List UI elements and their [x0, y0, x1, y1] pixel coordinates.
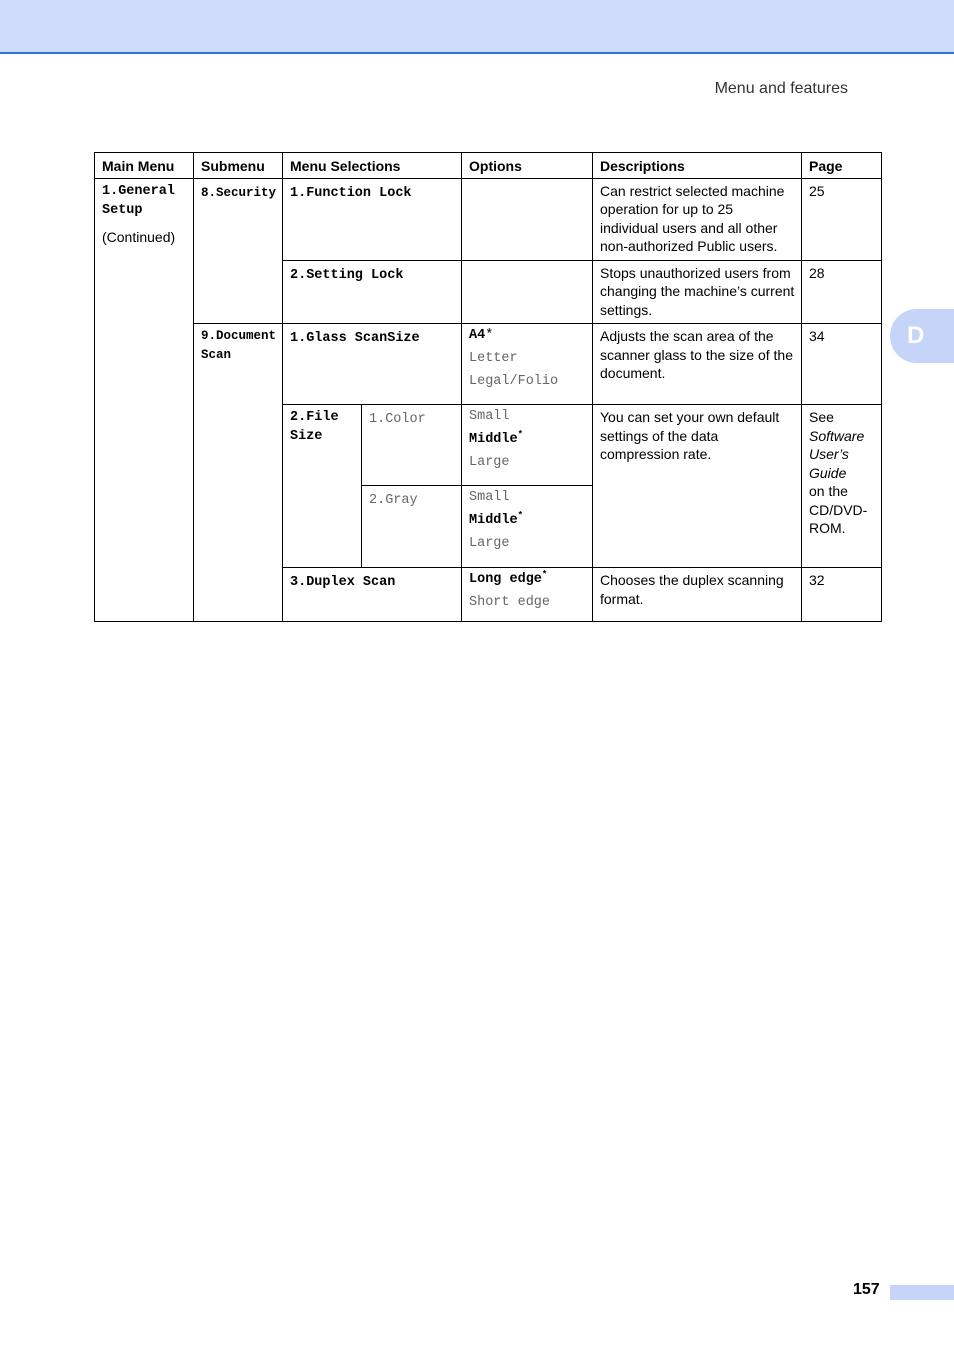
table-row [95, 324, 882, 405]
selection-duplex-scan: 3.Duplex Scan [290, 575, 396, 590]
option-gray-large: Large [469, 536, 510, 551]
main-menu-line2: Setup [102, 202, 143, 218]
col-options: Options [462, 153, 593, 179]
page-number: 157 [853, 1281, 880, 1298]
page-rom: ROM. [809, 520, 846, 536]
option-legal-folio: Legal/Folio [469, 374, 559, 389]
submenu-document-scan-line1: 9.Document [201, 329, 277, 343]
submenu-document-scan-cell [194, 324, 283, 622]
menu-table [94, 152, 882, 622]
option-a4: A4* [469, 328, 494, 343]
options-gray [462, 486, 593, 568]
col-page: Page [802, 153, 882, 179]
option-color-large: Large [469, 455, 510, 470]
chapter-tab[interactable]: D [890, 309, 954, 363]
file-size-color-cell [362, 405, 462, 486]
page-header-title: Menu and features [714, 80, 848, 97]
page-users: User’s [809, 446, 849, 462]
main-menu-line1: 1.General [102, 183, 175, 199]
option-color-middle: Middle* [469, 429, 524, 447]
description-duplex-scan: Chooses the duplex scanning format. [593, 568, 802, 622]
header-bar [0, 0, 954, 54]
option-short-edge: Short edge [469, 595, 551, 610]
description-file-size: You can set your own default settings of the data compression rate. [593, 405, 802, 568]
description-setting-lock: Stops unauthorized users from changing the machine’s current settings. [593, 260, 802, 324]
submenu-document-scan-line2: Scan [201, 348, 232, 362]
file-size-color: 1.Color [369, 412, 426, 427]
options-glass-scansize [462, 324, 593, 405]
description-function-lock: Can restrict selected machine operation for up to 25 individual users and all other non-authorized Public users. [593, 178, 802, 260]
page-see: See [809, 409, 834, 425]
page-on-the: on the [809, 483, 848, 499]
main-menu-cell [95, 178, 194, 622]
options-duplex-scan [462, 568, 593, 622]
selection-glass-scansize: 1.Glass ScanSize [290, 331, 420, 346]
page-cd-dvd: CD/DVD- [809, 501, 868, 518]
options-empty-cell [462, 178, 593, 260]
selection-function-lock: 1.Function Lock [290, 185, 412, 201]
col-menu-selections: Menu Selections [283, 153, 462, 179]
selection-setting-lock: 2.Setting Lock [290, 267, 404, 283]
options-color [462, 405, 593, 486]
page-guide: Guide [809, 464, 847, 481]
page-setting-lock: 28 [802, 260, 882, 324]
col-descriptions: Descriptions [593, 153, 802, 179]
submenu-security-cell [194, 178, 283, 324]
selection-setting-lock-cell [283, 260, 462, 324]
file-size-gray: 2.Gray [369, 493, 418, 508]
page-number-bar [890, 1285, 954, 1300]
col-main-menu: Main Menu [95, 153, 194, 179]
submenu-security: 8.Security [201, 185, 277, 200]
selection-file-size-line1: 2.File [290, 410, 339, 425]
continued-label: (Continued) [102, 228, 176, 245]
selection-file-size-cell [283, 405, 362, 568]
option-letter: Letter [469, 351, 518, 366]
page-glass-scansize: 34 [802, 324, 882, 405]
page-file-size [802, 405, 882, 568]
table-header-row [95, 153, 882, 179]
selection-duplex-scan-cell [283, 568, 462, 622]
selection-file-size-line2: Size [290, 429, 323, 444]
file-size-gray-cell [362, 486, 462, 568]
table-row [95, 178, 882, 260]
options-empty-cell [462, 260, 593, 324]
col-submenu: Submenu [194, 153, 283, 179]
page-function-lock: 25 [802, 178, 882, 260]
page-duplex-scan: 32 [802, 568, 882, 622]
page-software: Software [809, 427, 865, 444]
description-glass-scansize: Adjusts the scan area of the scanner glass to the size of the document. [593, 324, 802, 405]
selection-glass-scansize-cell [283, 324, 462, 405]
option-gray-small: Small [469, 490, 510, 505]
option-color-small: Small [469, 409, 510, 424]
option-gray-middle: Middle* [469, 510, 524, 528]
selection-function-lock-cell [283, 178, 462, 260]
option-long-edge: Long edge* [469, 569, 548, 587]
